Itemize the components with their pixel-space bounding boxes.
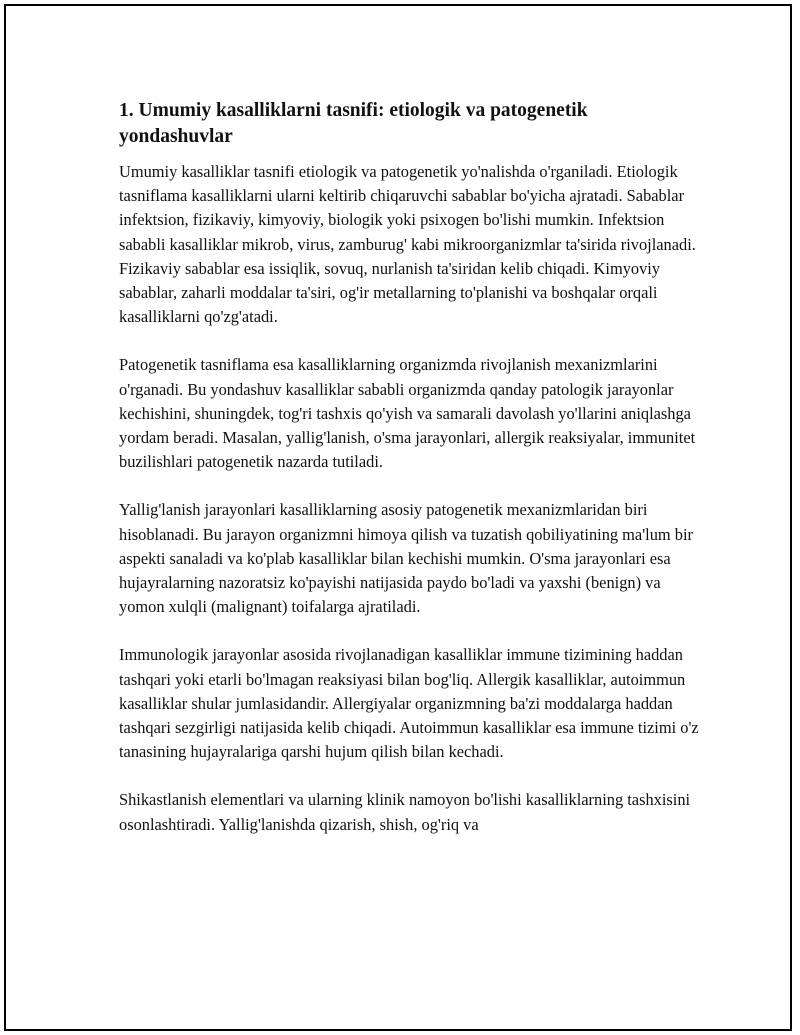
document-body [119,98,699,861]
paragraph-lesion-elements: Shikastlanish elementlari va ularning klinik namoyon bo'lishi kasalliklarning tashxisini osonlashtiradi. Yallig'lanishda qizarish, shish, og'riq va [119,790,691,834]
paragraph-inflammation: Yallig'lanish jarayonlari kasalliklarning asosiy patogenetik mexanizmlaridan biri hisoblanadi. Bu jarayon organizmni himoya qilish va tuzatish qobiliyatining ma'lum bir aspekti sanaladi va ko'plab kasalliklar bilan kechishi mumkin. O'sma jarayonlari esa hujayralarning nazoratsiz ko'payishi natijasida paydo bo'ladi va yaxshi (benign) va yomon xulqli (malignant) toifalarga ajratiladi. [119,500,693,617]
paragraph-immunology: Immunologik jarayonlar asosida rivojlanadigan kasalliklar immune tizimining haddan tashqari yoki etarli bo'lmagan reaksiyasi bilan bog'liq. Allergik kasalliklar, autoimmun kasalliklar shular jumlasidandir. Allergiyalar organizmning ba'zi moddalarga haddan tashqari sezgirligi natijasida kelib chiqadi. Autoimmun kasalliklar esa immune tizimi o'z tanasining hujayralariga qarshi hujum qilish bilan kechadi. [119,645,699,762]
section-heading: 1. Umumiy kasalliklarni tasnifi: etiologik va patogenetik yondashuvlar [119,100,588,147]
paragraph-etiology: Umumiy kasalliklar tasnifi etiologik va patogenetik yo'nalishda o'rganiladi. Etiologik tasniflama kasalliklarni ularni keltirib chiqaruvchi sabablar bo'yicha ajratadi. Sabablar infektsion, fizikaviy, kimyoviy, biologik yoki psixogen bo'lishi mumkin. Infektsion sababli kasalliklar mikrob, virus, zamburug' kabi mikroorganizmlar ta'sirida rivojlanadi. Fizikaviy sabablar esa issiqlik, sovuq, nurlanish ta'siridan kelib chiqadi. Kimyoviy sabablar, zaharli moddalar ta'siri, og'ir metallarning to'planishi va boshqalar orqali kasalliklarni qo'zg'atadi. [119,162,696,327]
paragraph-pathogenesis: Patogenetik tasniflama esa kasalliklarning organizmda rivojlanish mexanizmlarini o'rganadi. Bu yondashuv kasalliklar sababli organizmda qanday patologik jarayonlar kechishini, shuningdek, tog'ri tashxis qo'yish va samarali davolash yo'llarini aniqlashga yordam beradi. Masalan, yallig'lanish, o'sma jarayonlari, allergik reaksiyalar, immunitet buzilishlari patogenetik nazarda tutiladi. [119,355,696,472]
page-frame [4,4,792,1031]
